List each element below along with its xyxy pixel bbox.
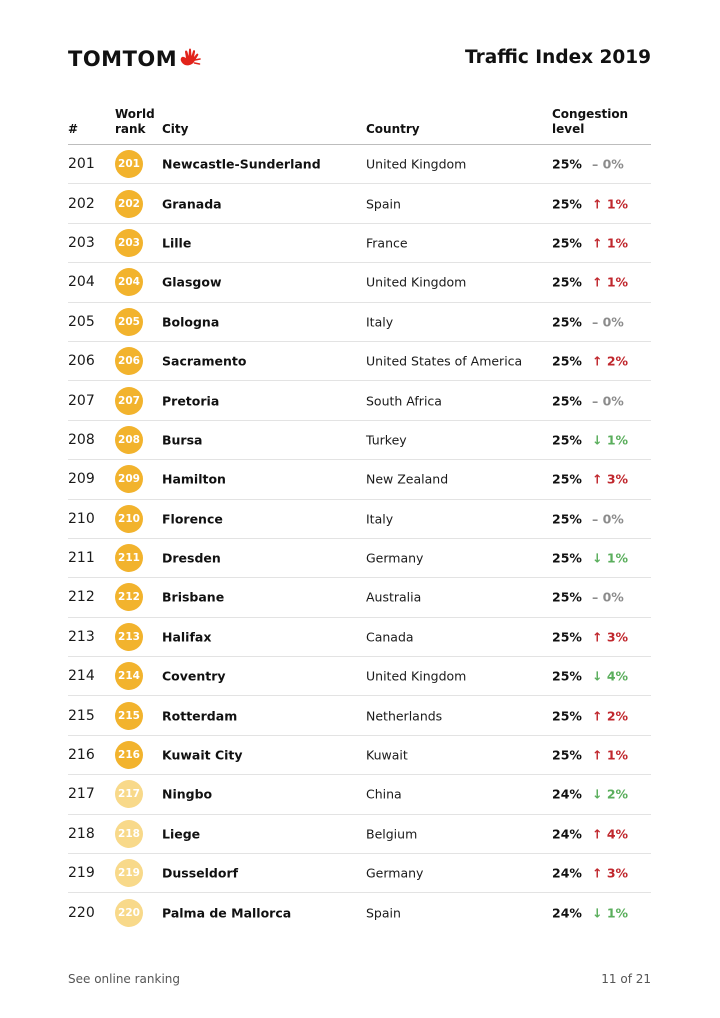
row-num: 211 xyxy=(68,550,95,567)
congestion-change: – 0% xyxy=(592,511,624,527)
world-rank-badge: 220 xyxy=(115,899,143,927)
row-num: 218 xyxy=(68,825,95,842)
row-num: 203 xyxy=(68,234,95,251)
ranking-table xyxy=(68,104,651,933)
world-rank-badge: 207 xyxy=(115,387,143,415)
world-rank-badge: 210 xyxy=(115,505,143,533)
city-name: Dresden xyxy=(162,550,221,566)
table-row xyxy=(68,421,651,460)
congestion-level: 25% xyxy=(552,353,582,369)
country-name: Germany xyxy=(366,550,424,566)
header-world-rank-line2: rank xyxy=(115,122,146,136)
row-num: 208 xyxy=(68,431,95,448)
congestion-change: ↓ 4% xyxy=(592,668,629,684)
city-name: Coventry xyxy=(162,668,226,684)
city-name: Lille xyxy=(162,235,192,251)
congestion-level: 25% xyxy=(552,629,582,645)
congestion-level: 24% xyxy=(552,865,582,881)
country-name: Turkey xyxy=(366,432,407,448)
world-rank-badge: 201 xyxy=(115,150,143,178)
table-row xyxy=(68,578,651,617)
country-name: France xyxy=(366,235,408,251)
city-name: Bologna xyxy=(162,314,220,330)
country-name: China xyxy=(366,786,402,802)
world-rank-badge: 216 xyxy=(115,741,143,769)
city-name: Rotterdam xyxy=(162,708,238,724)
row-num: 209 xyxy=(68,471,95,488)
congestion-level: 25% xyxy=(552,550,582,566)
row-num: 204 xyxy=(68,274,95,291)
world-rank-badge: 202 xyxy=(115,190,143,218)
table-row xyxy=(68,184,651,223)
congestion-change: ↑ 1% xyxy=(592,747,629,763)
city-name: Florence xyxy=(162,511,223,527)
country-name: United Kingdom xyxy=(366,156,467,172)
congestion-change: ↑ 3% xyxy=(592,865,629,881)
table-row xyxy=(68,893,651,932)
congestion-change: ↑ 1% xyxy=(592,196,629,212)
congestion-change: ↑ 2% xyxy=(592,353,629,369)
congestion-level: 25% xyxy=(552,196,582,212)
congestion-change: ↓ 1% xyxy=(592,905,629,921)
table-row xyxy=(68,736,651,775)
country-name: Belgium xyxy=(366,826,418,842)
world-rank-badge: 218 xyxy=(115,820,143,848)
country-name: Australia xyxy=(366,589,422,605)
row-num: 219 xyxy=(68,865,95,882)
world-rank-badge: 203 xyxy=(115,229,143,257)
city-name: Pretoria xyxy=(162,393,220,409)
table-row xyxy=(68,381,651,420)
congestion-level: 25% xyxy=(552,235,582,251)
row-num: 205 xyxy=(68,313,95,330)
world-rank-badge: 213 xyxy=(115,623,143,651)
row-num: 215 xyxy=(68,707,95,724)
congestion-change: ↑ 4% xyxy=(592,826,629,842)
country-name: Canada xyxy=(366,629,414,645)
table-row xyxy=(68,460,651,499)
country-name: Netherlands xyxy=(366,708,443,724)
congestion-level: 25% xyxy=(552,589,582,605)
table-row xyxy=(68,263,651,302)
page-number: 11 of 21 xyxy=(601,972,651,986)
table-row xyxy=(68,303,651,342)
country-name: Spain xyxy=(366,905,401,921)
city-name: Brisbane xyxy=(162,589,225,605)
congestion-level: 25% xyxy=(552,274,582,290)
country-name: United Kingdom xyxy=(366,274,467,290)
congestion-level: 25% xyxy=(552,432,582,448)
congestion-level: 25% xyxy=(552,668,582,684)
world-rank-badge: 219 xyxy=(115,859,143,887)
congestion-change: ↑ 3% xyxy=(592,629,629,645)
header-country: Country xyxy=(366,122,420,136)
header-world-rank-line1: World xyxy=(115,107,155,121)
row-num: 206 xyxy=(68,353,95,370)
row-num: 214 xyxy=(68,668,95,685)
country-name: New Zealand xyxy=(366,471,449,487)
world-rank-badge: 211 xyxy=(115,544,143,572)
row-num: 217 xyxy=(68,786,95,803)
row-num: 216 xyxy=(68,747,95,764)
header-congestion: Congestion level xyxy=(552,107,629,136)
city-name: Hamilton xyxy=(162,471,226,487)
table-row xyxy=(68,539,651,578)
page-title: Traffic Index 2019 xyxy=(465,47,651,68)
world-rank-badge: 204 xyxy=(115,268,143,296)
city-name: Palma de Mallorca xyxy=(162,905,292,921)
table-body xyxy=(68,145,651,933)
country-name: Spain xyxy=(366,196,401,212)
table-row xyxy=(68,775,651,814)
city-name: Glasgow xyxy=(162,274,222,290)
congestion-change: – 0% xyxy=(592,314,624,330)
country-name: Kuwait xyxy=(366,747,408,763)
city-name: Kuwait City xyxy=(162,747,243,763)
congestion-change: – 0% xyxy=(592,589,624,605)
congestion-change: ↑ 3% xyxy=(592,471,629,487)
world-rank-badge: 217 xyxy=(115,780,143,808)
world-rank-badge: 214 xyxy=(115,662,143,690)
world-rank-badge: 212 xyxy=(115,583,143,611)
congestion-change: – 0% xyxy=(592,393,624,409)
header-city: City xyxy=(162,122,189,136)
world-rank-badge: 208 xyxy=(115,426,143,454)
congestion-change: – 0% xyxy=(592,156,624,172)
row-num: 201 xyxy=(68,156,95,173)
country-name: United Kingdom xyxy=(366,668,467,684)
table-row xyxy=(68,696,651,735)
header-num: # xyxy=(68,122,79,136)
congestion-level: 24% xyxy=(552,905,582,921)
congestion-level: 25% xyxy=(552,747,582,763)
table-row xyxy=(68,815,651,854)
country-name: Italy xyxy=(366,511,394,527)
table-row xyxy=(68,657,651,696)
congestion-change: ↑ 1% xyxy=(592,235,629,251)
congestion-level: 24% xyxy=(552,786,582,802)
city-name: Dusseldorf xyxy=(162,865,239,881)
table-row xyxy=(68,342,651,381)
row-num: 207 xyxy=(68,392,95,409)
city-name: Ningbo xyxy=(162,786,213,802)
table-row xyxy=(68,145,651,184)
see-online-ranking-link[interactable]: See online ranking xyxy=(68,972,181,986)
congestion-level: 25% xyxy=(552,511,582,527)
country-name: Germany xyxy=(366,865,424,881)
congestion-level: 25% xyxy=(552,393,582,409)
table-row xyxy=(68,854,651,893)
congestion-level: 25% xyxy=(552,708,582,724)
city-name: Bursa xyxy=(162,432,203,448)
congestion-change: ↑ 2% xyxy=(592,708,629,724)
row-num: 212 xyxy=(68,589,95,606)
row-num: 210 xyxy=(68,510,95,527)
congestion-change: ↓ 1% xyxy=(592,432,629,448)
world-rank-badge: 206 xyxy=(115,347,143,375)
congestion-level: 25% xyxy=(552,471,582,487)
table-row xyxy=(68,224,651,263)
table-row xyxy=(68,500,651,539)
country-name: United States of America xyxy=(366,353,523,369)
congestion-change: ↑ 1% xyxy=(592,274,629,290)
logo-text: TOMTOM xyxy=(68,47,178,71)
city-name: Liege xyxy=(162,826,201,842)
row-num: 220 xyxy=(68,905,95,922)
table-row xyxy=(68,618,651,657)
tomtom-logo xyxy=(68,47,202,71)
congestion-level: 25% xyxy=(552,314,582,330)
world-rank-badge: 215 xyxy=(115,702,143,730)
city-name: Sacramento xyxy=(162,353,247,369)
city-name: Granada xyxy=(162,196,222,212)
congestion-change: ↓ 1% xyxy=(592,550,629,566)
table-header xyxy=(68,104,651,145)
country-name: Italy xyxy=(366,314,394,330)
world-rank-badge: 205 xyxy=(115,308,143,336)
city-name: Halifax xyxy=(162,629,212,645)
congestion-change: ↓ 2% xyxy=(592,786,629,802)
congestion-level: 24% xyxy=(552,826,582,842)
congestion-level: 25% xyxy=(552,156,582,172)
world-rank-badge: 209 xyxy=(115,465,143,493)
country-name: South Africa xyxy=(366,393,442,409)
city-name: Newcastle-Sunderland xyxy=(162,156,321,172)
row-num: 213 xyxy=(68,628,95,645)
header-world-rank xyxy=(115,107,155,137)
row-num: 202 xyxy=(68,195,95,212)
hand-logo-icon xyxy=(178,47,202,69)
